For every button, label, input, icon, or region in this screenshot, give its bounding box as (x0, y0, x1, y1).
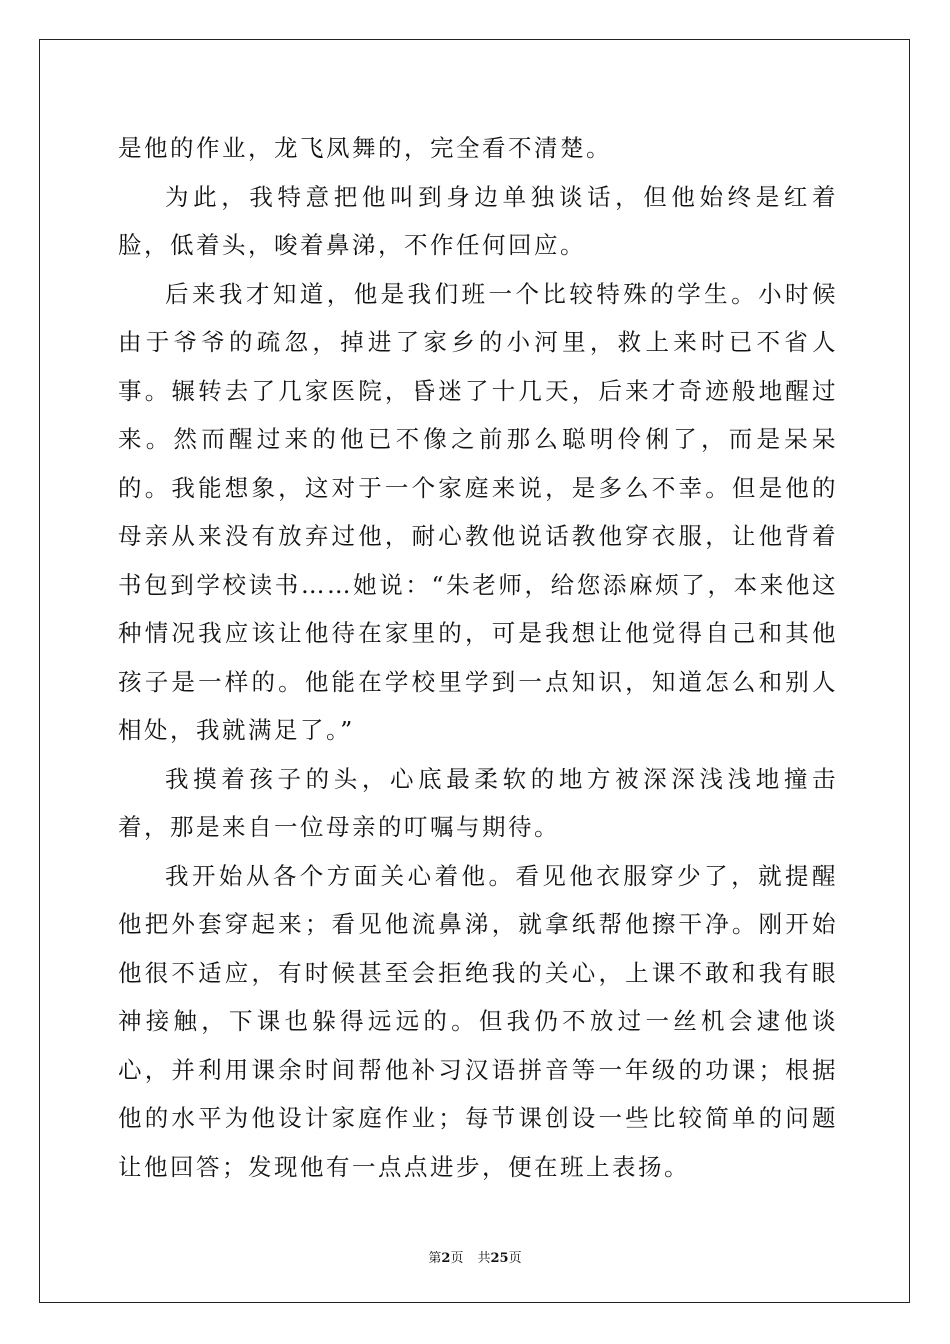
page-footer (0, 1247, 950, 1266)
page-suffix: 页 (450, 1251, 464, 1266)
total-prefix: 共 (477, 1251, 491, 1266)
page-prefix: 第 (428, 1251, 442, 1266)
document-body (118, 124, 838, 1191)
paragraph-2: 为此，我特意把他叫到身边单独谈话，但他始终是红着脸，低着头，唆着鼻涕，不作任何回应。 (118, 182, 838, 259)
paragraph-1: 是他的作业，龙飞凤舞的，完全看不清楚。 (118, 134, 612, 162)
total-pages: 25 (490, 1251, 509, 1266)
paragraph-3: 后来我才知道，他是我们班一个比较特殊的学生。小时候由于爷爷的疏忽，掉进了家乡的小河里，救上来时已不省人事。辗转去了几家医院，昏迷了十几天，后来才奇迹般地醒过来。然而醒过来的他已不像之前那么聪明伶俐了，而是呆呆的。我能想象，这对于一个家庭来说，是多么不幸。但是他的母亲从来没有放弃过他，耐心教他说话教他穿衣服，让他背着书包到学校读书……她说：“朱老师，给您添麻烦了，本来他这种情况我应该让他待在家里的，可是我想让他觉得自己和其他孩子是一样的。他能在学校里学到一点知识，知道怎么和别人相处，我就满足了。” (118, 279, 838, 744)
paragraph-5: 我开始从各个方面关心着他。看见他衣服穿少了，就提醒他把外套穿起来；看见他流鼻涕，就拿纸帮他擦干净。刚开始他很不适应，有时候甚至会拒绝我的关心，上课不敢和我有眼神接触，下课也躲得远远的。但我仍不放过一丝机会逮他谈心，并利用课余时间帮他补习汉语拼音等一年级的功课；根据他的水平为他设计家庭作业；每节课创设一些比较简单的问题让他回答；发现他有一点点进步，便在班上表扬。 (118, 861, 838, 1181)
page-number: 2 (441, 1251, 451, 1266)
paragraph-4: 我摸着孩子的头，心底最柔软的地方被深深浅浅地撞击着，那是来自一位母亲的叮嘱与期待。 (118, 764, 838, 841)
total-suffix: 页 (508, 1251, 522, 1266)
